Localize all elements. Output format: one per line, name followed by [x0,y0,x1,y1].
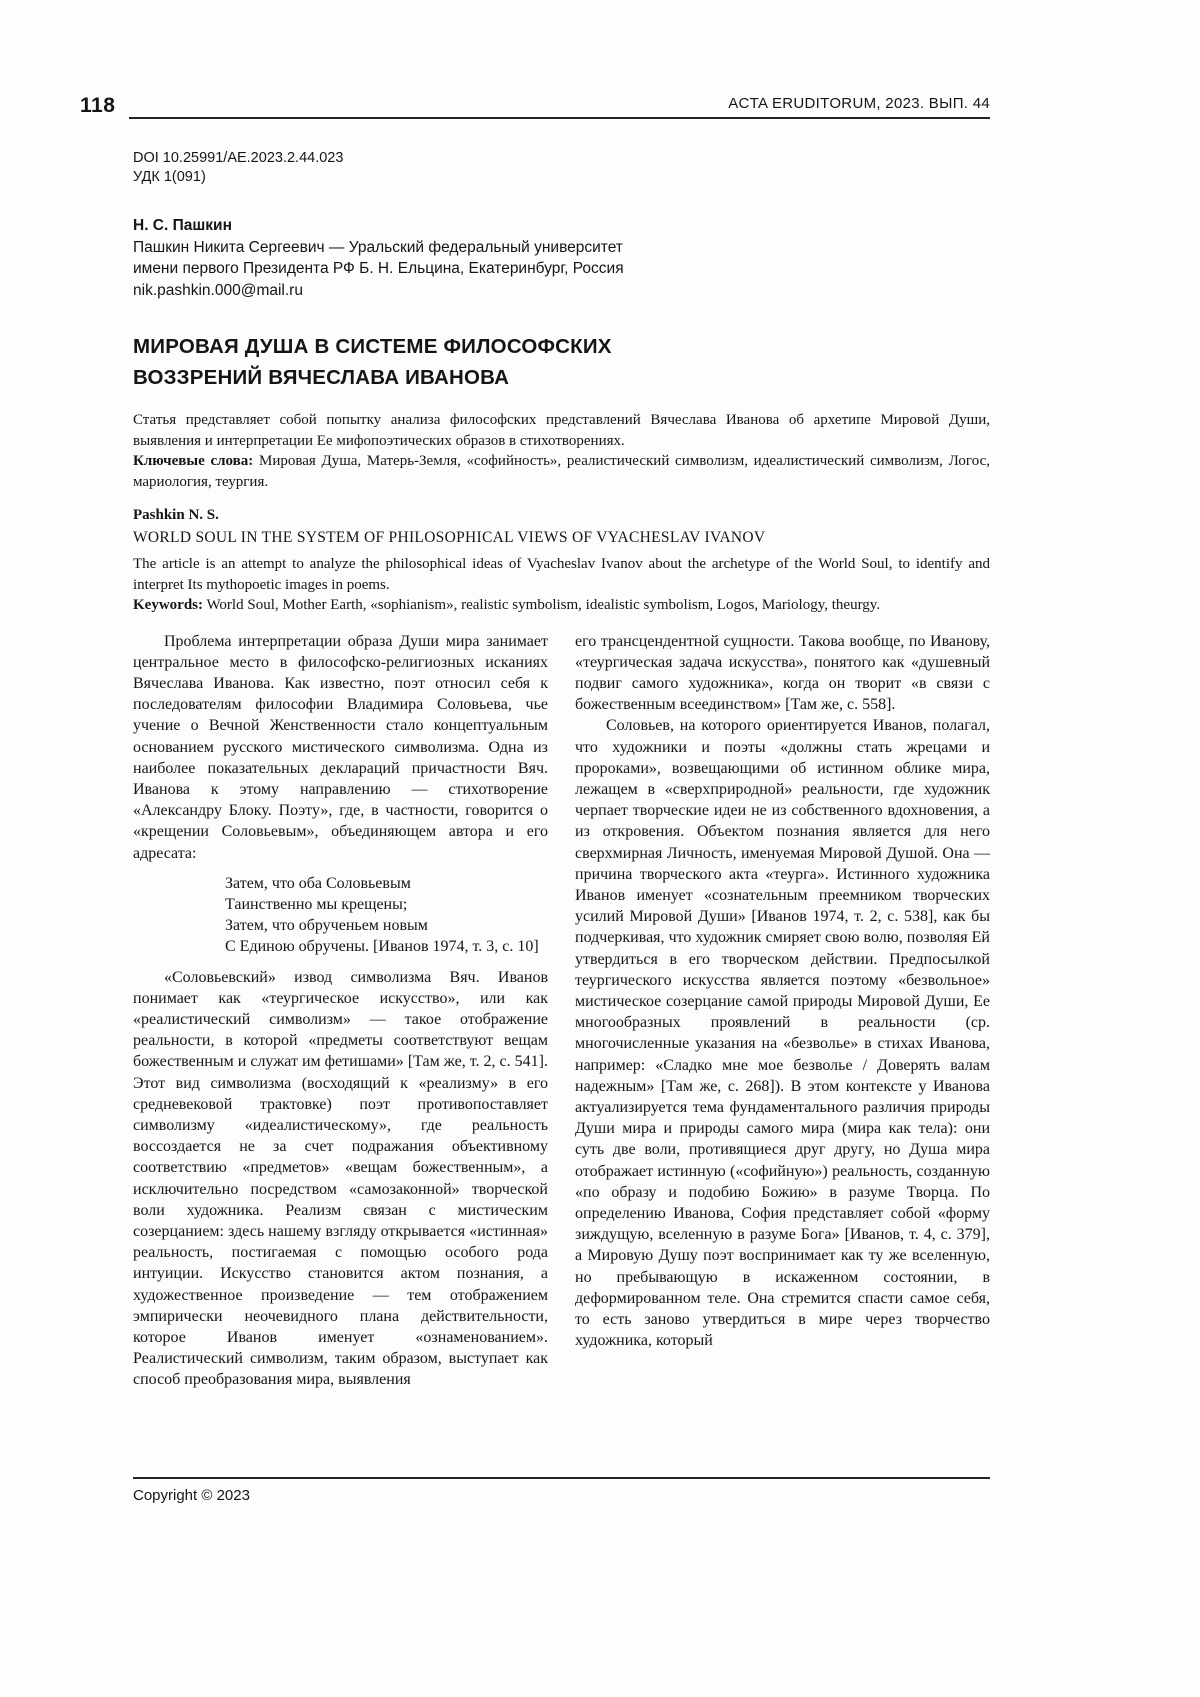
udk-line: УДК 1(091) [133,169,206,185]
page-footer [133,1477,990,1504]
doi-line: DOI 10.25991/AE.2023.2.44.023 [133,150,344,166]
paragraph: Проблема интерпретации образа Души мира занимает центральное место в философско-религиозных исканиях Вячеслава Иванова. Как известно, поэт относил себя к последователям философии Владимира Соловьева, чье учение о Вечной Женственности стало концептуальным основанием русского мистического символизма. Одна из наиболее показательных деклараций причастности Вяч. Иванова к этому направлению — стихотворение «Александру Блоку. Поэту», где, в частности, говорится о «крещении Соловьевым», объединяющем автора и его адресата: [133,632,548,862]
page-header [80,94,990,119]
abstract-ru-text: Статья представляет собой попытку анализа философских представлений Вячеслава Иванова об архетипе Мировой Души, выявления и интерпретации Ее мифопоэтических образов в стихотворениях. [133,412,990,449]
verse-block [225,873,548,958]
article-title-ru-line1: МИРОВАЯ ДУША В СИСТЕМЕ ФИЛОСОФСКИХ [133,335,612,358]
article-meta [133,149,990,187]
keywords-en-text: World Soul, Mother Earth, «sophianism», realistic symbolism, idealistic symbolism, Logos, Mariology, theurgy. [203,597,881,613]
page-number: 118 [80,94,116,117]
keywords-en-label: Keywords: [133,597,203,613]
verse-line: Затем, что оба Соловьевым [225,874,411,892]
author-email: nik.pashkin.000@mail.ru [133,281,303,299]
abstract-ru [133,410,990,492]
verse-line: С Единою обручены. [Иванов 1974, т. 3, с. 10] [225,938,539,956]
article-title-en: WORLD SOUL IN THE SYSTEM OF PHILOSOPHICAL VIEWS OF VYACHESLAV IVANOV [133,528,766,546]
keywords-ru-text: Мировая Душа, Матерь-Земля, «софийность», реалистический символизм, идеалистический символизм, Логос, мариология, теургия. [133,453,990,490]
paragraph: Соловьев, на которого ориентируется Иванов, полагал, что художники и поэты «должны стать жрецами и пророками», возвещающими об истинном облике мира, лежащем в «сверхприродной» реальности, где художник черпает творческие идеи не из собственного вдохновения, а из откровения. Объектом познания является для него сверхмирная Личность, именуемая Мировой Душой. Она — причина творческого акта «теурга». Истинного художника Иванов именует «сознательным преемником творческих усилий Мировой Души» [Иванов 1974, т. 2, с. 538], как бы подчеркивая, что художник смиряет свою волю, позволяя Ей утвердиться в его творческом действии. Предпосылкой теургического искусства является поэтому «безвольное» мистическое созерцание самой природы Мировой Души, Ее многообразных проявлений в реальности (ср. многочисленные указания на «безволье» в стихах Иванова, например: «Сладко мне мое безволье / Доверять валам надежным» [Там же, с. 268]). В этом контексте у Иванова актуализируется тема фундаментального различия природы Души мира и природы самого мира (мира как тела): они суть две воли, противящиеся друг другу, но Душа мира отображает истинную («софийную») реальность, созданную «по образу и подобию Божию» в разуме Творца. По определению Иванова, София представляет собой «форму зиждущую, вселенную в разуме Бога» [Иванов, т. 4, с. 379], а Мировую Душу поэт воспринимает как ту же вселенную, но пребывающую в искаженном состоянии, в деформированном теле. Она стремится спасти самое себя, то есть заново утвердиться в мире через творчество художника, который [575,717,990,1350]
author-name: Н. С. Пашкин [133,217,232,234]
paragraph: «Соловьевский» извод символизма Вяч. Иванов понимает как «теургическое искусство», или как «реалистический символизм» — такое отображение реальности, в которой «предметы соответствуют вещам божественным и служат им фетишами» [Там же, т. 2, с. 541]. Этот вид символизма (восходящий к «реализму» в его средневековой трактовке) поэт противопоставляет символизму «идеалистическому», где реальность воссоздается не за счет подражания объективному соответствию «предметов» «вещам божественным», а исключительно посредством «самозаконной» творческой воли художника. Реализм связан с мистическим созерцанием: здесь нашему взгляду открывается «истинная» реальность, постигаемая с помощью особого рода интуиции. Искусство становится актом познания, а художественное произведение — тем отображением эмпирически неочевидного плана действительности, которое Иванов именует «ознаменованием». Реалистический символизм, таким образом, выступает как способ преобразования мира, выявления [133,968,548,1389]
keywords-ru [133,451,990,492]
author-affiliation-line2: имени первого Президента РФ Б. Н. Ельцина, Екатеринбург, Россия [133,260,624,277]
verse-line: Затем, что обрученьем новым [225,917,428,935]
column-left [133,631,548,1391]
author-name-en: Pashkin N. S. [133,507,219,523]
verse-line: Таинственно мы крещены; [225,895,408,913]
abstract-en [133,505,990,616]
copyright-text: Copyright © 2023 [133,1487,250,1504]
column-right [575,631,990,1391]
article-body [133,631,990,1391]
article-title-ru-line2: ВОЗЗРЕНИЙ ВЯЧЕСЛАВА ИВАНОВА [133,366,510,389]
journal-title: ACTA ERUDITORUM, 2023. ВЫП. 44 [728,95,990,112]
author-block [133,215,990,301]
keywords-en [133,595,990,616]
abstract-en-text: The article is an attempt to analyze the philosophical ideas of Vyacheslav Ivanov about the archetype of the World Soul, to identify and interpret Its mythopoetic images in poems. [133,556,990,593]
paragraph: его трансцендентной сущности. Такова вообще, по Иванову, «теургическая задача искусства», понятого как «душевный подвиг самого художника», когда он творит «в связи с божественным всеединством» [Там же, с. 558]. [575,632,990,714]
header-rule [129,95,990,119]
article-title-ru [133,331,990,393]
keywords-ru-label: Ключевые слова: [133,453,254,469]
author-affiliation-line1: Пашкин Никита Сергеевич — Уральский федеральный университет [133,238,623,256]
